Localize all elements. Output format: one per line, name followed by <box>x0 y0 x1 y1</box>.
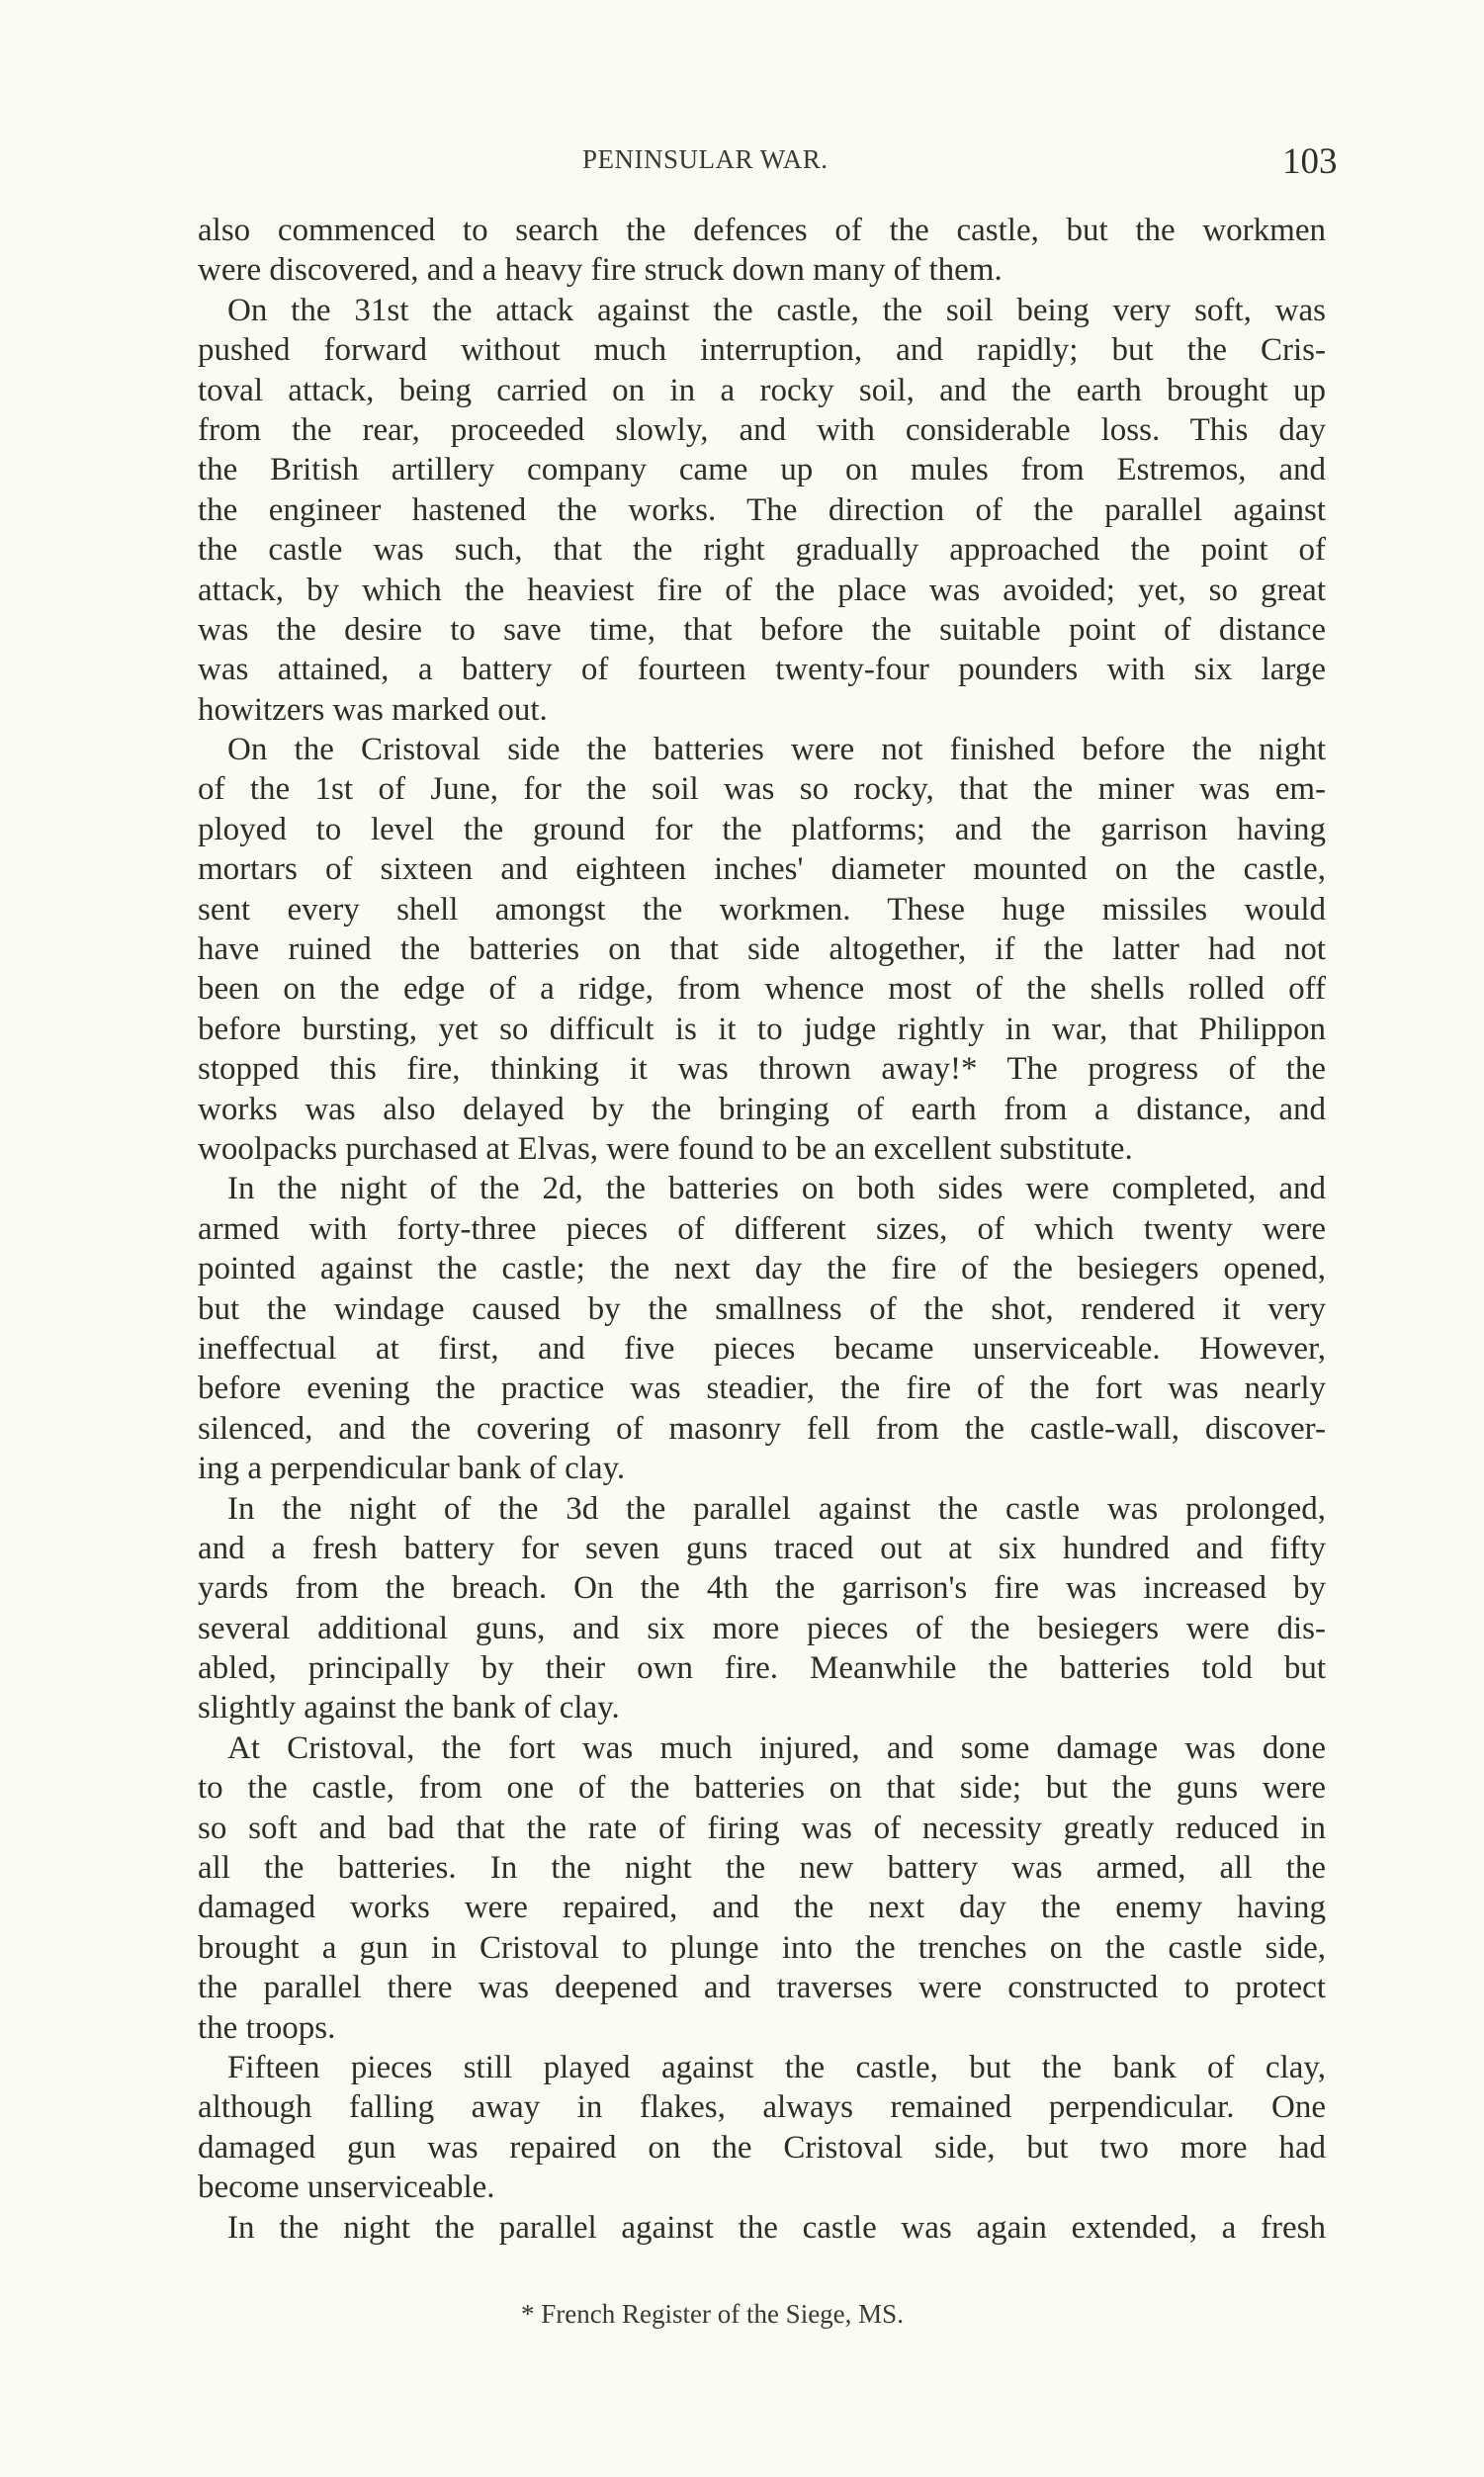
running-head-title: PENINSULAR WAR. <box>582 144 829 174</box>
paragraph <box>198 1728 1326 2048</box>
text-line: before bursting, yet so difficult is it to judge rightly in war, that Philippon <box>198 1011 1326 1047</box>
text-line: from the rear, proceeded slowly, and with considerable loss. This day <box>198 411 1326 448</box>
text-line: also commenced to search the defences of the castle, but the workmen <box>198 213 1326 248</box>
text-line: Fifteen pieces still played against the castle, but the bank of clay, <box>227 2049 1326 2085</box>
text-line: howitzers was marked out. <box>198 691 548 728</box>
text-line: armed with forty-three pieces of different sizes, of which twenty were <box>198 1210 1326 1247</box>
text-line: In the night the parallel against the castle was again extended, a fresh <box>227 2209 1326 2246</box>
text-line: and a fresh battery for seven guns traced out at six hundred and fifty <box>198 1530 1326 1566</box>
text-line: become unserviceable. <box>198 2169 495 2206</box>
text-line: mortars of sixteen and eighteen inches' diameter mounted on the castle, <box>198 851 1326 888</box>
text-line: pushed forward without much interruption, and rapidly; but the Cris- <box>198 332 1326 369</box>
text-line: stopped this fire, thinking it was thrown away!* The progress of the <box>198 1051 1326 1088</box>
text-line: of the 1st of June, for the soil was so rocky, that the miner was em- <box>198 771 1326 808</box>
text-line: was attained, a battery of fourteen twenty-four pounders with six large <box>198 652 1326 688</box>
text-line: the troops. <box>198 2009 336 2046</box>
text-line: In the night of the 2d, the batteries on both sides were completed, and <box>227 1171 1326 1207</box>
text-line: the castle was such, that the right gradually approached the point of <box>198 532 1326 569</box>
footnote: * French Register of the Siege, MS. <box>521 2299 904 2329</box>
text-line: ployed to level the ground for the platforms; and the garrison having <box>198 811 1326 847</box>
text-line: ineffectual at first, and five pieces became unserviceable. However, <box>198 1330 1326 1367</box>
text-line: was the desire to save time, that before the suitable point of distance <box>198 611 1326 648</box>
text-line: slightly against the bank of clay. <box>198 1690 620 1726</box>
text-line: silenced, and the covering of masonry fell from the castle-wall, discover- <box>198 1410 1326 1447</box>
text-line: brought a gun in Cristoval to plunge into the trenches on the castle side, <box>198 1929 1326 1966</box>
text-line: damaged works were repaired, and the next day the enemy having <box>198 1890 1326 1926</box>
text-line: pointed against the castle; the next day the fire of the besiegers opened, <box>198 1251 1326 1287</box>
text-line: attack, by which the heaviest fire of the place was avoided; yet, so great <box>198 572 1326 608</box>
text-line: On the Cristoval side the batteries were not finished before the night <box>227 732 1326 768</box>
text-line: before evening the practice was steadier, the fire of the fort was nearly <box>198 1371 1326 1407</box>
text-line: ing a perpendicular bank of clay. <box>198 1451 626 1487</box>
paragraph <box>198 2048 1326 2208</box>
paragraph <box>198 1489 1326 1728</box>
body-text <box>198 211 1326 2248</box>
paragraph <box>198 1169 1326 1488</box>
text-line: been on the edge of a ridge, from whence most of the shells rolled off <box>198 971 1326 1008</box>
text-line: toval attack, being carried on in a rocky soil, and the earth brought up <box>198 372 1326 408</box>
text-line: so soft and bad that the rate of firing was of necessity greatly reduced in <box>198 1810 1326 1846</box>
text-line: several additional guns, and six more pieces of the besiegers were dis- <box>198 1610 1326 1646</box>
text-line: the British artillery company came up on mules from Estremos, and <box>198 452 1326 488</box>
text-line: woolpacks purchased at Elvas, were found to be an excellent substitute. <box>198 1130 1133 1167</box>
paragraph <box>198 291 1326 730</box>
text-line: but the windage caused by the smallness of the shot, rendered it very <box>198 1290 1326 1327</box>
text-line: abled, principally by their own fire. Meanwhile the batteries told but <box>198 1650 1326 1687</box>
paragraph <box>198 211 1326 291</box>
text-line: works was also delayed by the bringing of earth from a distance, and <box>198 1091 1326 1127</box>
text-line: all the batteries. In the night the new battery was armed, all the <box>198 1850 1326 1887</box>
text-line: At Cristoval, the fort was much injured, and some damage was done <box>227 1729 1326 1766</box>
page-number: 103 <box>1282 141 1338 182</box>
text-line: yards from the breach. On the 4th the garrison's fire was increased by <box>198 1570 1326 1607</box>
paragraph <box>198 2208 1326 2248</box>
text-line: In the night of the 3d the parallel against the castle was prolonged, <box>227 1490 1326 1527</box>
paragraph <box>198 730 1326 1169</box>
text-line: sent every shell amongst the workmen. These huge missiles would <box>198 891 1326 928</box>
text-line: although falling away in flakes, always remained perpendicular. One <box>198 2089 1326 2126</box>
text-line: damaged gun was repaired on the Cristoval side, but two more had <box>198 2129 1326 2166</box>
text-line: the parallel there was deepened and traverses were constructed to protect <box>198 1970 1326 2006</box>
text-line: have ruined the batteries on that side altogether, if the latter had not <box>198 931 1326 968</box>
text-line: On the 31st the attack against the castle, the soil being very soft, was <box>227 292 1326 328</box>
text-line: to the castle, from one of the batteries on that side; but the guns were <box>198 1770 1326 1807</box>
text-line: were discovered, and a heavy fire struck down many of them. <box>198 252 1003 289</box>
text-line: the engineer hastened the works. The direction of the parallel against <box>198 491 1326 528</box>
